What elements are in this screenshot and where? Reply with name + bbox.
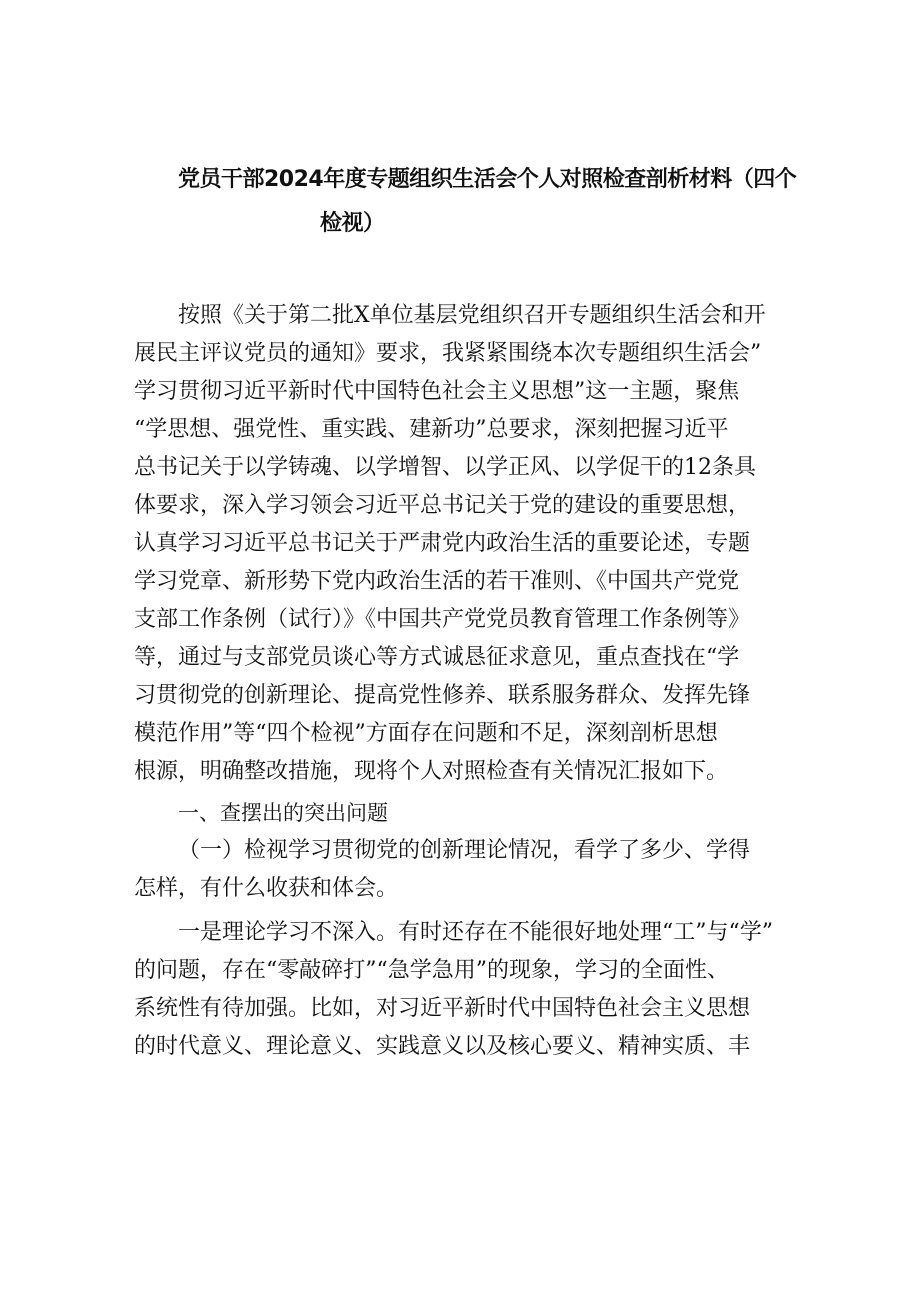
- intro-line: 根源，明确整改措施，现将个人对照检查有关情况汇报如下。: [134, 759, 729, 784]
- intro-line: 学习党章、新形势下党内政治生活的若干准则、《中国共产党党: [134, 569, 740, 594]
- title-line-2: 检视）: [320, 211, 385, 236]
- title-line-1: 党员干部2024年度专题组织生活会个人对照检查剖析材料（四个: [178, 167, 797, 192]
- intro-line: 模范作用”等“四个检视”方面存在问题和不足，深刻剖析思想: [134, 721, 718, 746]
- intro-line: 认真学习习近平总书记关于严肃党内政治生活的重要论述，专题: [134, 531, 751, 556]
- subsection-line: 怎样，有什么收获和体会。: [134, 876, 399, 901]
- subsection-line: （一）检视学习贯彻党的创新理论情况，看学了多少、学得: [178, 838, 751, 863]
- intro-line: “学思想、强党性、重实践、建新功”总要求，深刻把握习近平: [134, 417, 729, 442]
- document-body: [134, 297, 794, 1066]
- intro-line: 支部工作条例（试行）》《中国共产党党员教育管理工作条例等》: [134, 607, 751, 632]
- point-line: 的时代意义、理论意义、实践意义以及核心要义、精神实质、丰: [134, 1034, 751, 1059]
- point-line: 的问题，存在“零敲碎打”“急学急用”的现象，学习的全面性、: [134, 958, 729, 983]
- section-heading: 一、查摆出的突出问题: [178, 801, 388, 825]
- point-line: 系统性有待加强。比如，对习近平新时代中国特色社会主义思想: [134, 996, 751, 1021]
- intro-line: 等，通过与支部党员谈心等方式诚恳征求意见，重点查找在“学: [134, 645, 740, 670]
- intro-line: 习贯彻党的创新理论、提高党性修养、联系服务群众、发挥先锋: [134, 683, 751, 708]
- intro-line: 体要求，深入学习领会习近平总书记关于党的建设的重要思想，: [134, 493, 751, 518]
- intro-line: 学习贯彻习近平新时代中国特色社会主义思想”这一主题，聚焦: [134, 379, 740, 404]
- intro-line: 总书记关于以学铸魂、以学增智、以学正风、以学促干的12条具: [134, 455, 756, 480]
- intro-line: 展民主评议党员的通知》要求，我紧紧围绕本次专题组织生活会”: [134, 341, 762, 366]
- point-line: 一是理论学习不深入。有时还存在不能很好地处理“工”与“学”: [178, 920, 773, 945]
- intro-line: 按照《关于第二批X单位基层党组织召开专题组织生活会和开: [178, 303, 766, 328]
- document-title: [178, 158, 818, 246]
